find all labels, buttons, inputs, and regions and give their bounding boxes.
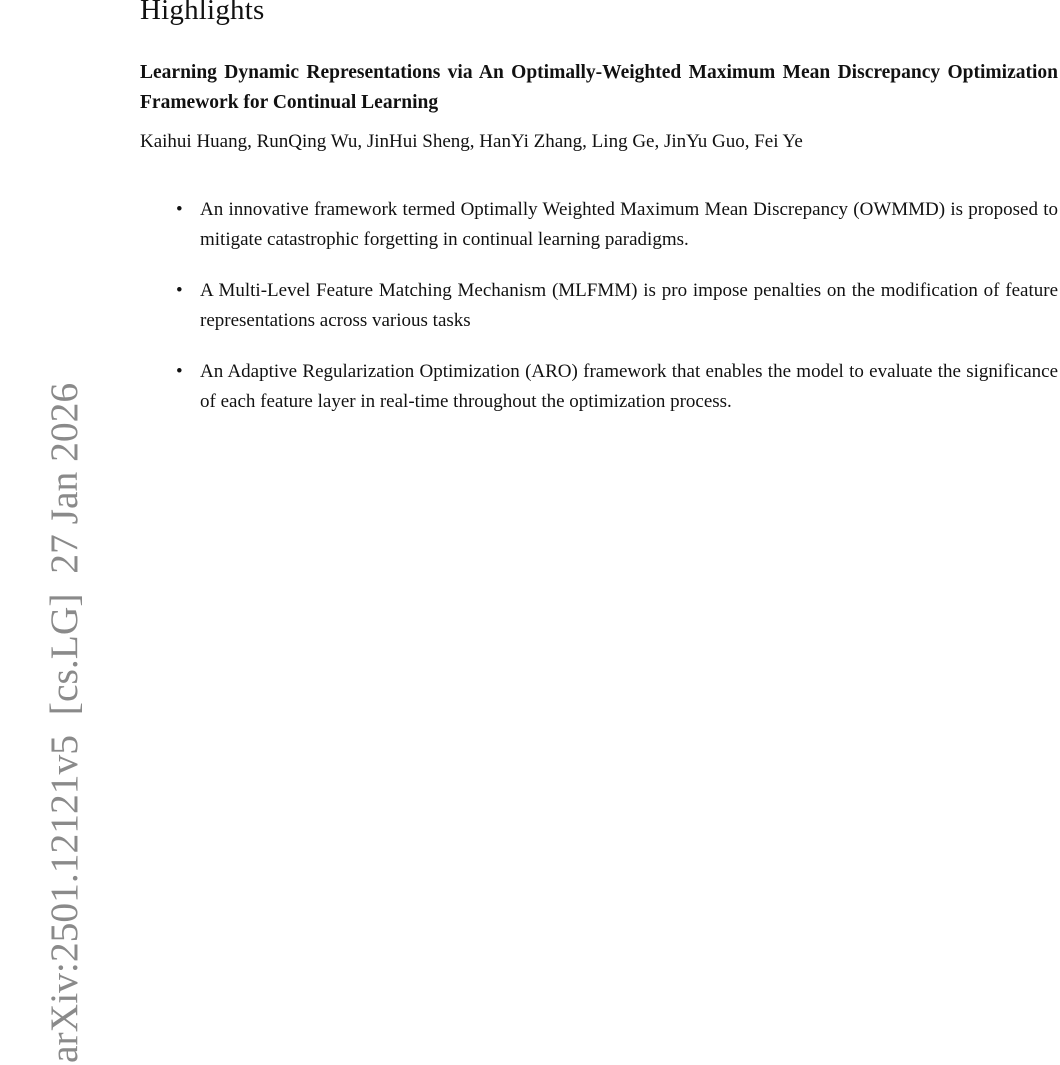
arxiv-stamp: arXiv:2501.12121v5 [cs.LG] 27 Jan 2026 [42,382,86,1063]
bullet-icon: • [176,199,183,220]
highlight-text: An Adaptive Regularization Optimization (ARO) framework that enables the model to evaluate the significance of each feature layer in real-time throughout the optimization process. [200,361,1058,412]
paper-title: Learning Dynamic Representations via An Optimally-Weighted Maximum Mean Discrepancy Optimization Framework for Continual Learning [140,62,1058,113]
highlight-item [176,195,1058,254]
bullet-icon: • [176,361,183,382]
section-heading: Highlights [140,0,265,26]
highlight-item [176,357,1058,416]
highlights-list [176,195,1058,438]
highlight-item [176,276,1058,335]
highlight-text: A Multi-Level Feature Matching Mechanism (MLFMM) is pro impose penalties on the modification of feature representations across various tasks [200,280,1058,331]
author-list: Kaihui Huang, RunQing Wu, JinHui Sheng, HanYi Zhang, Ling Ge, JinYu Guo, Fei Ye [140,131,803,152]
bullet-icon: • [176,280,183,301]
highlight-text: An innovative framework termed Optimally Weighted Maximum Mean Discrepancy (OWMMD) is proposed to mitigate catastrophic forgetting in continual learning paradigms. [200,199,1058,250]
